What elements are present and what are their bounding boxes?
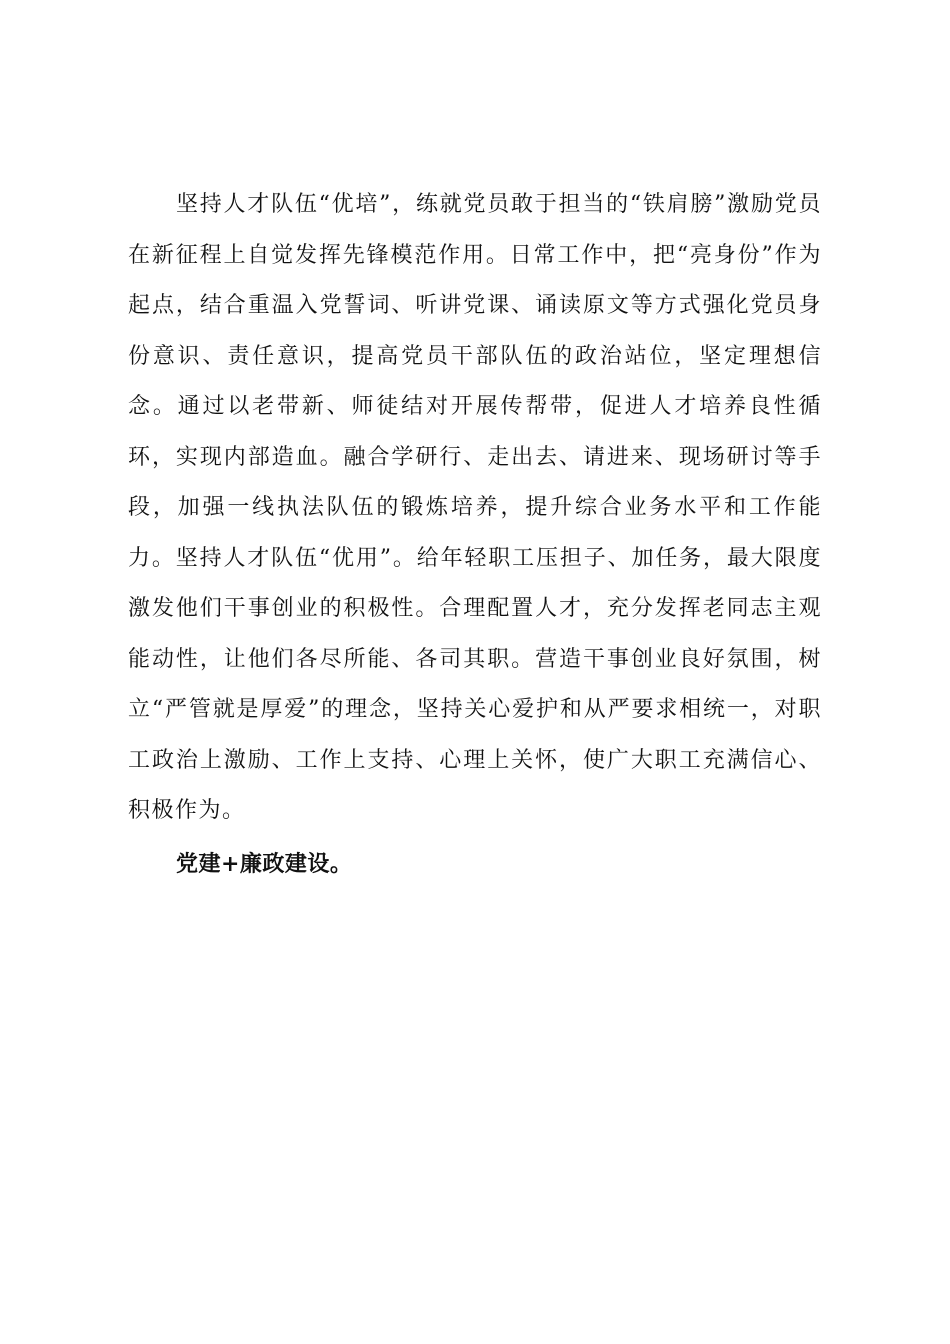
document-body: [128, 180, 822, 889]
body-paragraph: 坚持人才队伍“优培”，练就党员敢于担当的“铁肩膀”激励党员在新征程上自觉发挥先锋模范作用。日常工作中，把“亮身份”作为起点，结合重温入党誓词、听讲党课、诵读原文等方式强化党员身份意识、责任意识，提高党员干部队伍的政治站位，坚定理想信念。通过以老带新、师徒结对开展传帮带，促进人才培养良性循环，实现内部造血。融合学研行、走出去、请进来、现场研讨等手段，加强一线执法队伍的锻炼培养，提升综合业务水平和工作能力。坚持人才队伍“优用”。给年轻职工压担子、加任务，最大限度激发他们干事创业的积极性。合理配置人才，充分发挥老同志主观能动性，让他们各尽所能、各司其职。营造干事创业良好氛围，树立“严管就是厚爱”的理念，坚持关心爱护和从严要求相统一，对职工政治上激励、工作上支持、心理上关怀，使广大职工充满信心、积极作为。: [128, 192, 822, 823]
section-heading: 党建+廉政建设。: [176, 850, 353, 877]
